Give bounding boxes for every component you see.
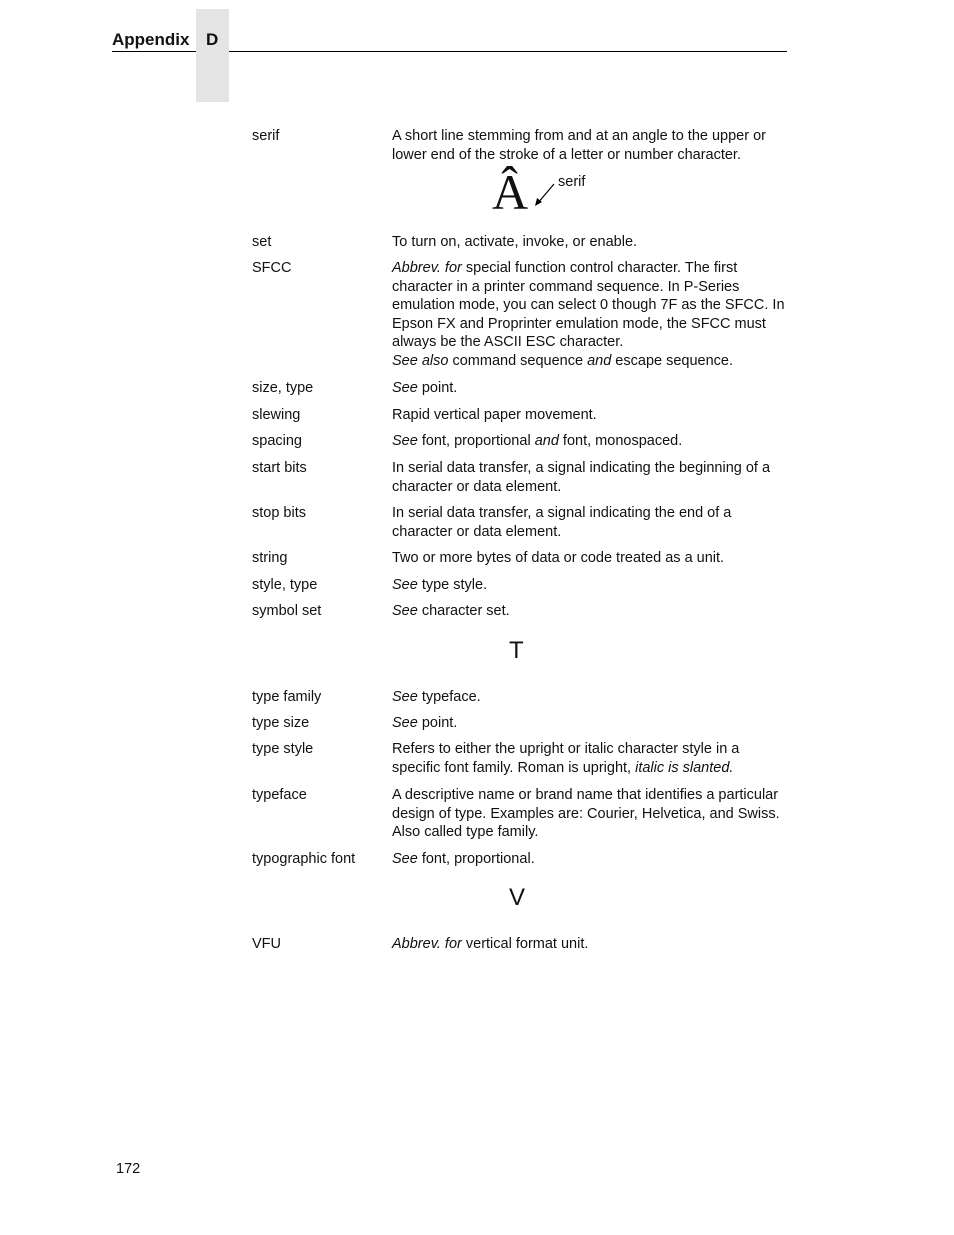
glossary-term: typeface xyxy=(252,787,307,803)
italic-text: and xyxy=(534,433,559,449)
glossary-entry-style-type xyxy=(252,576,788,595)
glossary-definition: A short line stemming from and at an angle to the upper or lower end of the stroke of a letter or number character. xyxy=(392,128,766,163)
italic-text: and xyxy=(587,352,612,369)
glossary-definition: Two or more bytes of data or code treated as a unit. xyxy=(392,550,725,566)
chapter-tab xyxy=(196,9,229,102)
callout-arrow-icon xyxy=(532,182,560,208)
italic-text: See also xyxy=(392,352,449,369)
glossary-definition: See font, proportional and font, monospaced. xyxy=(392,433,683,449)
glossary-definition: See font, proportional. xyxy=(392,851,535,867)
italic-text: See xyxy=(392,715,418,731)
glossary-term: string xyxy=(252,550,288,566)
glossary-term: stop bits xyxy=(252,505,306,521)
italic-text: See xyxy=(392,689,418,705)
glossary-term: spacing xyxy=(252,433,302,449)
glossary-entry-string xyxy=(252,549,788,568)
glossary-definition: In serial data transfer, a signal indicating the end of a character or data element. xyxy=(392,505,732,540)
glossary-term: slewing xyxy=(252,407,301,423)
glossary-entry-vfu xyxy=(252,935,788,954)
serif-callout-label: serif xyxy=(558,174,586,190)
glossary-definition: See point. xyxy=(392,715,458,731)
glossary-entry-stop-bits xyxy=(252,504,788,541)
glossary-definition: See point. xyxy=(392,380,458,396)
italic-text: See xyxy=(392,577,418,593)
italic-text: Abbrev. for xyxy=(392,936,462,952)
serif-illustration xyxy=(492,166,602,218)
glossary-definition: Abbrev. for special function control character. The first character in a printer command sequence. In P-Series emulation mode, you can select 0 though 7F as the SFCC. In Epson FX and Proprinter emulation mode, the SFCC must always be the ASCII ESC character. See also command sequence and escape sequence. xyxy=(392,260,785,369)
glossary-entry-type-size xyxy=(252,714,788,733)
glossary-entry-serif xyxy=(252,127,788,164)
glossary-definition: See typeface. xyxy=(392,689,481,705)
glossary-entry-symbol-set xyxy=(252,602,788,621)
italic-text: See xyxy=(392,380,418,396)
glossary-definition: To turn on, activate, invoke, or enable. xyxy=(392,234,638,250)
glossary-term: VFU xyxy=(252,936,281,952)
glossary-term: style, type xyxy=(252,577,318,593)
glossary-entry-spacing xyxy=(252,432,788,451)
glossary-definition: See type style. xyxy=(392,577,488,593)
glossary-entry-type-style xyxy=(252,740,788,777)
glossary-entry-slewing xyxy=(252,406,788,425)
glossary-entry-typographic-font xyxy=(252,850,788,869)
italic-text: italic is slanted. xyxy=(635,759,734,776)
italic-text: See xyxy=(392,851,418,867)
glossary-term: typographic font xyxy=(252,851,356,867)
appendix-letter: D xyxy=(206,30,219,49)
glossary-term: type style xyxy=(252,741,314,757)
section-heading-v: V xyxy=(509,884,526,911)
glossary-term: type family xyxy=(252,689,322,705)
glossary-definition: Rapid vertical paper movement. xyxy=(392,407,597,423)
glossary-definition: Refers to either the upright or italic character style in a specific font family. Roman is upright, italic is slanted. xyxy=(392,741,740,776)
glossary-entry-start-bits xyxy=(252,459,788,496)
glossary-term: serif xyxy=(252,128,280,144)
glossary-entry-size-type xyxy=(252,379,788,398)
glossary-definition: In serial data transfer, a signal indicating the beginning of a character or data element. xyxy=(392,460,771,495)
glossary-definition: See character set. xyxy=(392,603,510,619)
glossary-term: symbol set xyxy=(252,603,322,619)
header-rule xyxy=(229,51,787,52)
glossary-term: size, type xyxy=(252,380,314,396)
italic-text: See xyxy=(392,433,418,449)
glossary-entry-set xyxy=(252,233,788,252)
glossary-entry-type-family xyxy=(252,688,788,707)
glossary-term: type size xyxy=(252,715,310,731)
serif-example-glyph: Â xyxy=(492,164,529,220)
glossary-definition: Abbrev. for vertical format unit. xyxy=(392,936,589,952)
glossary-term: start bits xyxy=(252,460,307,476)
glossary-entry-typeface xyxy=(252,786,788,842)
italic-text: See xyxy=(392,603,418,619)
glossary-term: set xyxy=(252,234,272,250)
glossary-entry-sfcc xyxy=(252,259,788,370)
header-underline xyxy=(112,51,196,52)
glossary-term: SFCC xyxy=(252,260,292,276)
glossary-definition: A descriptive name or brand name that identifies a particular design of type. Examples are: Courier, Helvetica, and Swiss. Also called type family. xyxy=(392,787,780,840)
page-number: 172 xyxy=(116,1161,141,1177)
appendix-label: Appendix xyxy=(112,30,190,49)
section-heading-t: T xyxy=(509,637,524,664)
italic-text: Abbrev. for xyxy=(392,260,462,276)
